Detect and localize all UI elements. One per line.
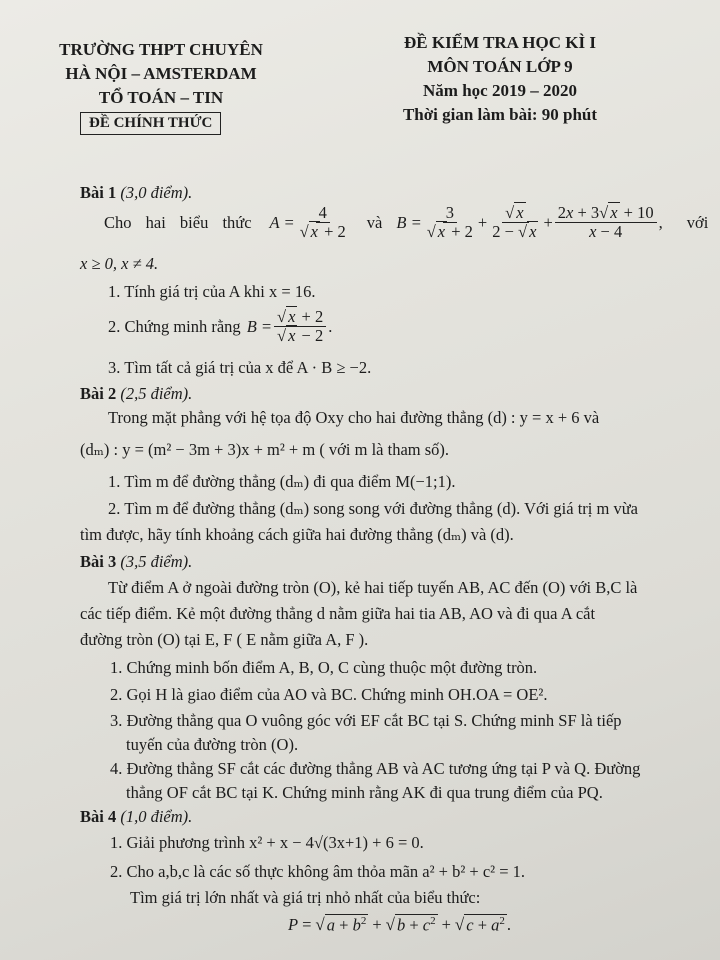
bai3-question1: 1. Chứng minh bốn điểm A, B, O, C cùng thuộc một đường tròn. — [110, 658, 538, 677]
expr-b-term3: $\frac{2x + 3√ x + 10}{x - 4}$ — [555, 204, 657, 241]
bai2-points: (2,5 điểm). — [120, 384, 193, 403]
bai1-points: (3,0 điểm). — [120, 183, 193, 202]
bai3-question3-line2: tuyến của đường tròn (O). — [126, 735, 299, 754]
bai1-question2-fraction: $\frac{√ x + 2}{√ x - 2}$ — [274, 308, 326, 345]
bai2-question2-line1: 2. Tìm m để đường thẳng (dₘ) song song với đường thẳng (d). Với giá trị m vừa — [108, 499, 638, 518]
expr-b-label: B = — [396, 212, 422, 232]
bai2-line1: Trong mặt phẳng với hệ tọa độ Oxy cho hai đường thẳng (d) : y = x + 6 và — [108, 408, 600, 427]
school-name-line1: TRƯỜNG THPT CHUYÊN — [59, 40, 263, 59]
bai4-question2: 2. Cho a,b,c là các số thực không âm thỏa mãn a² + b² + c² = 1. — [110, 862, 526, 881]
bai2-heading — [80, 384, 192, 404]
bai4-title: Bài 4 — [80, 807, 117, 826]
expr-b-term1: $\frac{3}{√ x + 2}$ — [426, 203, 473, 241]
bai4-question1: 1. Giải phương trình x² + x − 4√(3x+1) + 6 = 0. — [110, 833, 424, 852]
expr-b-term2: $\frac{√ x}{2 - √ x}$ — [492, 203, 537, 241]
bai2-question2-line2: tìm được, hãy tính khoảng cách giữa hai đường thẳng (dₘ) và (d). — [80, 525, 514, 544]
bai3-line2: các tiếp điểm. Kẻ một đường thẳng d nằm giữa hai tia AB, AO và đi qua A cắt — [80, 604, 596, 623]
exam-title: ĐỀ KIỂM TRA HỌC KÌ I — [404, 33, 596, 52]
bai3-question4-line2: thẳng OF cắt BC tại K. Chứng minh rằng AK đi qua trung điểm của PQ. — [126, 783, 603, 802]
department-name: TỔ TOÁN – TIN — [98, 88, 224, 107]
bai3-title: Bài 3 — [80, 552, 117, 571]
bai1-intro: Cho hai biểu thức — [104, 212, 252, 232]
time-limit: Thời gian làm bài: 90 phút — [402, 105, 598, 124]
bai2-title: Bài 2 — [80, 384, 117, 403]
bai3-points: (3,5 điểm). — [120, 552, 193, 571]
bai1-title: Bài 1 — [80, 183, 117, 202]
bai1-heading — [80, 183, 192, 203]
bai4-heading — [80, 807, 192, 827]
school-year: Năm học 2019 – 2020 — [423, 81, 577, 100]
official-exam-stamp: ĐỀ CHÍNH THỨC — [80, 112, 221, 135]
subject-title: MÔN TOÁN LỚP 9 — [427, 57, 573, 76]
bai4-points: (1,0 điểm). — [120, 807, 193, 826]
bai3-question2: 2. Gọi H là giao điểm của AO và BC. Chứng minh OH.OA = OE². — [110, 685, 548, 704]
expr-a-fraction: $\frac{4}{√ x + 2}$ — [299, 203, 346, 241]
expr-a-label: A = — [269, 212, 295, 232]
bai3-line3: đường tròn (O) tại E, F ( E nằm giữa A, F ). — [80, 630, 369, 649]
bai1-question2: 2. Chứng minh rằng B = $\frac{√ x + 2}{√ x - 2}$ . — [108, 307, 333, 345]
school-name-line2: HÀ NỘI – AMSTERDAM — [65, 64, 257, 83]
bai3-question3-line1: 3. Đường thẳng qua O vuông góc với EF cắt BC tại S. Chứng minh SF là tiếp — [110, 711, 622, 730]
bai1-condition: x ≥ 0, x ≠ 4. — [80, 254, 159, 273]
bai4-expression-p: P = √ $a + b^2$ + √ $b + c^2$ + √ $c + a^2$ . — [288, 914, 512, 935]
bai1-expressions: Cho hai biểu thức A = $\frac{4}{√ x + 2}$ và B = $\frac{3}{√ x + 2}$ + $\frac{√ x}{2 - √ x}$ + $\frac{2x + 3√ x + 10}{x - 4}$ , với — [104, 203, 709, 241]
bai1-and: và — [366, 212, 383, 232]
bai1-question2-text: 2. Chứng minh rằng — [108, 316, 241, 336]
bai4-question2-line2: Tìm giá trị lớn nhất và giá trị nhỏ nhất của biểu thức: — [130, 888, 481, 907]
bai1-question1: 1. Tính giá trị của A khi x = 16. — [108, 282, 316, 301]
bai3-question4-line1: 4. Đường thẳng SF cắt các đường thẳng AB và AC tương ứng tại P và Q. Đường — [110, 759, 641, 778]
bai2-line2: (dₘ) : y = (m² − 3m + 3)x + m² + m ( với m là tham số). — [80, 440, 450, 459]
bai3-line1: Từ điểm A ở ngoài đường tròn (O), kẻ hai tiếp tuyến AB, AC đến (O) với B,C là — [108, 578, 638, 597]
bai1-question3: 3. Tìm tất cả giá trị của x để A · B ≥ −2. — [108, 358, 372, 377]
bai1-with: với — [686, 212, 709, 232]
bai2-question1: 1. Tìm m để đường thẳng (dₘ) đi qua điểm M(−1;1). — [108, 472, 456, 491]
bai3-heading — [80, 552, 192, 572]
